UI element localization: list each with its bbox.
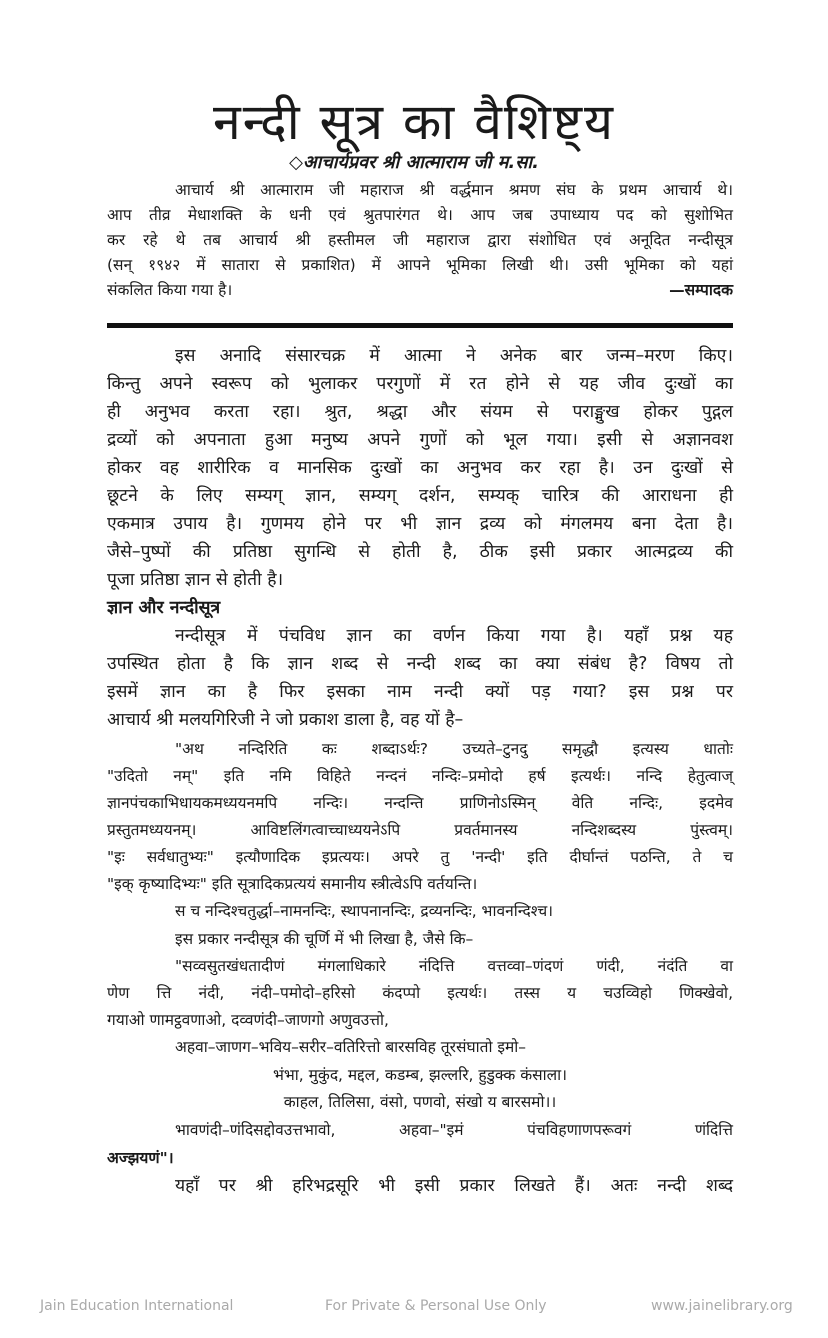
text-line: उपस्थित होता है कि ज्ञान शब्द से नन्दी शब्द का क्या संबंध है? विषय तो	[107, 654, 733, 674]
quote-line: "इः सर्वधातुभ्यः" इत्यौणादिक इप्रत्ययः। अपरे तु 'नन्दी' इति दीर्घान्तं पठन्ति, ते च	[107, 848, 733, 866]
quote-line: णेण त्ति नंदी, नंदी–पमोदो–हरिसो कंदप्पो इत्यर्थः। तस्स य चउव्विहो णिक्खेवो,	[107, 984, 733, 1002]
text-line: ही अनुभव करता रहा। श्रुत, श्रद्धा और संयम से पराङ्मुख होकर पुद्गल	[107, 402, 733, 422]
quote-line: "इक् कृष्यादिभ्यः" इति सूत्रादिकप्रत्ययं समानीय स्त्रीत्वेऽपि वर्तयन्ति।	[107, 875, 478, 893]
quote-line: गयाओ णामट्ठवणाओ, दव्वणंदी–जाणगो अणुवउत्तो,	[107, 1011, 389, 1029]
text-line: आचार्य श्री मलयगिरिजी ने जो प्रकाश डाला है, वह यों है–	[107, 710, 464, 730]
text-line: नन्दीसूत्र में पंचविध ज्ञान का वर्णन किया गया है। यहाँ प्रश्न यह	[175, 626, 733, 646]
quote-line: "उदितो नम्" इति नमि विहिते नन्दनं नन्दिः–प्रमोदो हर्ष इत्यर्थः। नन्दि हेतुत्वाज्	[107, 767, 733, 785]
intro-line: आचार्य श्री आत्माराम जी महाराज श्री वर्द्धमान श्रमण संघ के प्रथम आचार्य थे।	[175, 181, 733, 199]
text-line: किन्तु अपने स्वरूप को भुलाकर परगुणों में रत होने से यह जीव दुःखों का	[107, 374, 733, 394]
text-line: द्रव्यों को अपनाता हुआ मनुष्य अपने गुणों को भूल गया। इसी से अज्ञानवश	[107, 430, 733, 450]
quote-line: "सव्वसुतखंधतादीणं मंगलाधिकारे नंदित्ति वत्तव्वा–णंदणं णंदी, नंदंति वा	[175, 957, 733, 975]
intro-line: आप तीव्र मेधाशक्ति के धनी एवं श्रुतपारंगत थे। आप जब उपाध्याय पद को सुशोभित	[107, 206, 733, 224]
verse-line: काहल, तिलिसा, वंसो, पणवो, संखो य बारसमो।।	[283, 1093, 557, 1111]
section-heading: ज्ञान और नन्दीसूत्र	[107, 598, 221, 618]
text-line: होकर वह शारीरिक व मानसिक दुःखों का अनुभव कर रहा है। उन दुःखों से	[107, 458, 733, 478]
quote-line: प्रस्तुतमध्ययनम्। आविष्टलिंगत्वाच्चाध्ययनेऽपि प्रवर्तमानस्य नन्दिशब्दस्य पुंस्त्वम्।	[107, 821, 733, 839]
footer-usage-note: For Private & Personal Use Only	[325, 1298, 547, 1314]
quote-line: अज्झयणं"।	[107, 1149, 174, 1167]
quote-line: स च नन्दिश्चतुर्द्धा–नामनन्दिः, स्थापनानन्दिः, द्रव्यनन्दिः, भावनन्दिश्च।	[175, 902, 554, 920]
verse-line: भंभा, मुकुंद, मद्दल, कडम्ब, झल्लरि, हुडुक्क कंसाला।	[272, 1066, 567, 1084]
author-line: ◇आचार्यप्रवर श्री आत्माराम जी म.सा.	[289, 152, 539, 173]
intro-line: कर रहे थे तब आचार्य श्री हस्तीमल जी महाराज द्वारा संशोधित एवं अनूदित नन्दीसूत्र	[107, 231, 733, 249]
quote-line: अहवा–जाणग–भविय–सरीर–वतिरित्तो बारसविह तूरसंघातो इमो–	[175, 1038, 527, 1056]
intro-line: (सन् १९४२ में सातारा से प्रकाशित) में आपने भूमिका लिखी थी। उसी भूमिका को यहां	[107, 256, 733, 274]
text-line: जैसे–पुष्पों की प्रतिष्ठा सुगन्धि से होती है, ठीक इसी प्रकार आत्मद्रव्य की	[107, 542, 733, 562]
quote-line: भावणंदी–णंदिसद्दोवउत्तभावो, अहवा–"इमं पंचविहणाणपरूवगं णंदित्ति	[175, 1121, 733, 1139]
text-line: यहाँ पर श्री हरिभद्रसूरि भी इसी प्रकार लिखते हैं। अतः नन्दी शब्द	[175, 1176, 733, 1196]
text-line: इस अनादि संसारचक्र में आत्मा ने अनेक बार जन्म–मरण किए।	[175, 346, 733, 366]
divider	[107, 323, 733, 328]
quote-line: "अथ नन्दिरिति कः शब्दाऽर्थः? उच्यते–टुनदु समृद्धौ इत्यस्य धातोः	[175, 740, 733, 758]
text-line: इसमें ज्ञान का है फिर इसका नाम नन्दी क्यों पड़ गया? इस प्रश्न पर	[107, 682, 733, 702]
intro-line: संकलित किया गया है।	[107, 281, 233, 299]
page-title: नन्दी सूत्र का वैशिष्ट्य	[212, 93, 616, 151]
editor-signature: —सम्पादक	[669, 281, 733, 299]
text-line: एकमात्र उपाय है। गुणमय होने पर भी ज्ञान द्रव्य को मंगलमय बना देता है।	[107, 514, 733, 534]
text-line: पूजा प्रतिष्ठा ज्ञान से होती है।	[107, 570, 284, 590]
footer-publisher: Jain Education International	[40, 1298, 234, 1314]
text-line: इस प्रकार नन्दीसूत्र की चूर्णि में भी लिखा है, जैसे कि–	[175, 930, 474, 948]
text-line: छूटने के लिए सम्यग् ज्ञान, सम्यग् दर्शन, सम्यक् चारित्र की आराधना ही	[107, 486, 733, 506]
quote-line: ज्ञानपंचकाभिधायकमध्ययनमपि नन्दिः। नन्दन्ति प्राणिनोऽस्मिन् वेति नन्दिः, इदमेव	[107, 794, 733, 812]
footer-website-link[interactable]: www.jainelibrary.org	[651, 1298, 793, 1314]
